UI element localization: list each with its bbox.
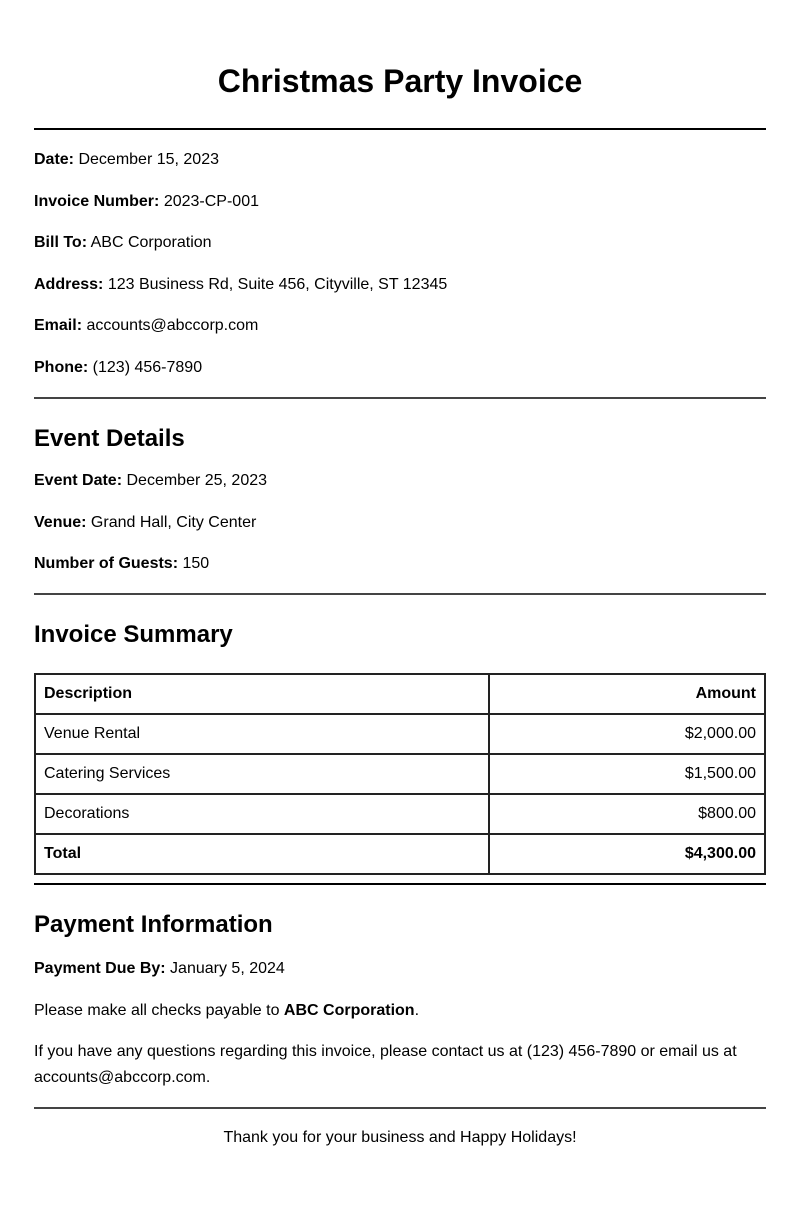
event-date-label: Event Date:	[34, 472, 123, 489]
address-line	[34, 275, 766, 295]
phone-value: (123) 456-7890	[92, 359, 203, 376]
column-header-description: Description	[35, 674, 489, 714]
table-header-row	[35, 674, 765, 714]
checks-suffix: .	[414, 1002, 420, 1019]
row-description: Venue Rental	[35, 714, 489, 754]
phone-line	[34, 358, 766, 378]
total-label: Total	[35, 834, 489, 874]
table-row	[35, 754, 765, 794]
row-amount: $1,500.00	[489, 754, 765, 794]
email-line	[34, 316, 766, 336]
guests-line	[34, 554, 766, 574]
bill-to-line	[34, 233, 766, 253]
divider	[34, 397, 766, 399]
invoice-number-value: 2023-CP-001	[163, 193, 259, 210]
invoice-page	[34, 0, 766, 1148]
divider	[34, 1107, 766, 1109]
total-row	[35, 834, 765, 874]
payment-due-label: Payment Due By:	[34, 960, 166, 977]
divider	[34, 883, 766, 885]
email-value: accounts@abccorp.com	[86, 317, 259, 334]
date-value: December 15, 2023	[78, 151, 219, 168]
venue-label: Venue:	[34, 514, 87, 531]
event-date-value: December 25, 2023	[126, 472, 268, 489]
checks-payable-line	[34, 1001, 766, 1021]
event-date-line	[34, 471, 766, 491]
guests-value: 150	[182, 555, 210, 572]
row-amount: $2,000.00	[489, 714, 765, 754]
row-amount: $800.00	[489, 794, 765, 834]
table-row	[35, 794, 765, 834]
payment-information-heading: Payment Information	[34, 911, 273, 938]
event-details-heading: Event Details	[34, 425, 185, 452]
checks-payee: ABC Corporation	[283, 1002, 415, 1019]
checks-prefix: Please make all checks payable to	[34, 1002, 284, 1019]
row-description: Decorations	[35, 794, 489, 834]
invoice-number-label: Invoice Number:	[34, 193, 160, 210]
column-header-amount: Amount	[489, 674, 765, 714]
divider	[34, 128, 766, 130]
venue-value: Grand Hall, City Center	[90, 514, 257, 531]
divider	[34, 593, 766, 595]
venue-line	[34, 513, 766, 533]
address-value: 123 Business Rd, Suite 456, Cityville, ST 12345	[107, 276, 448, 293]
table-row	[35, 714, 765, 754]
row-description: Catering Services	[35, 754, 489, 794]
date-label: Date:	[34, 151, 75, 168]
phone-label: Phone:	[34, 359, 89, 376]
payment-due-value: January 5, 2024	[170, 960, 285, 977]
contact-paragraph: If you have any questions regarding this invoice, please contact us at (123) 456-7890 or email us at accounts@abccorp.com.	[34, 1043, 737, 1086]
footer-message: Thank you for your business and Happy Holidays!	[223, 1129, 577, 1146]
payment-due-line	[34, 959, 766, 979]
date-line	[34, 150, 766, 170]
email-label: Email:	[34, 317, 83, 334]
invoice-table	[34, 673, 766, 875]
page-title: Christmas Party Invoice	[217, 63, 583, 99]
bill-to-value: ABC Corporation	[90, 234, 212, 251]
bill-to-label: Bill To:	[34, 234, 88, 251]
invoice-number-line	[34, 192, 766, 212]
guests-label: Number of Guests:	[34, 555, 179, 572]
invoice-summary-heading: Invoice Summary	[34, 621, 233, 648]
address-label: Address:	[34, 276, 104, 293]
total-value: $4,300.00	[489, 834, 765, 874]
